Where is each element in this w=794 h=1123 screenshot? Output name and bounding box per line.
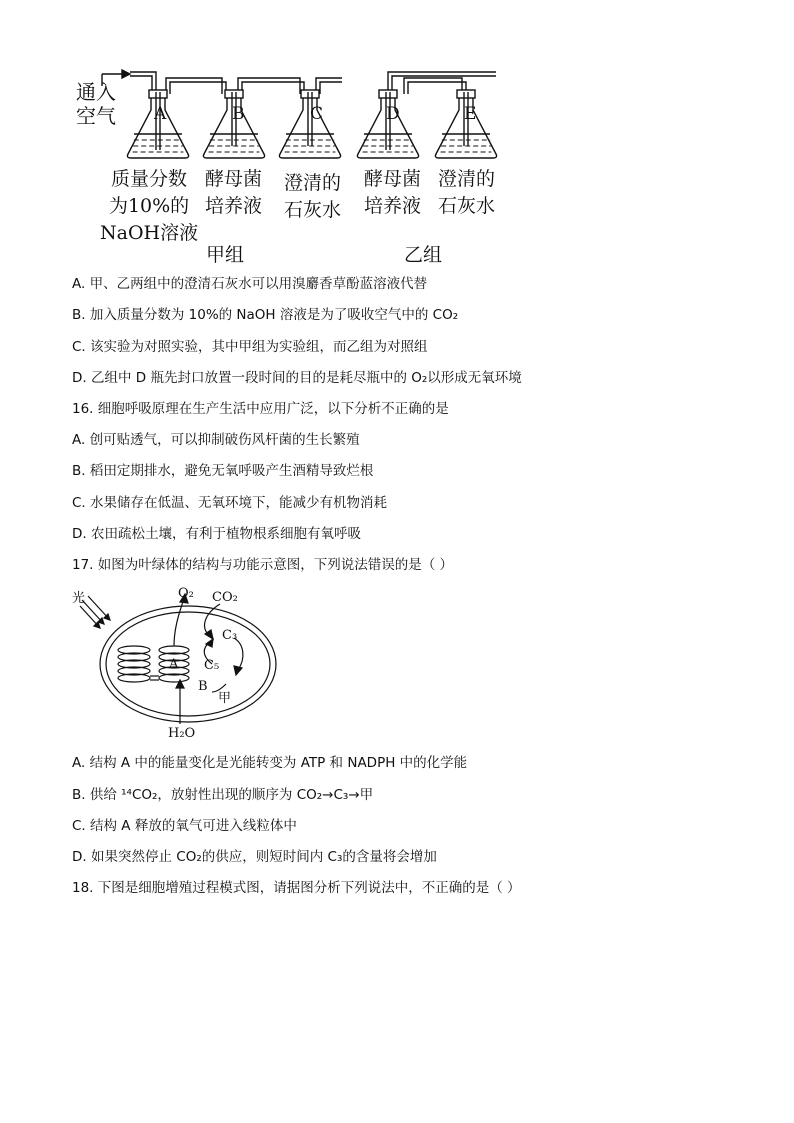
flask-d-letter: D <box>386 104 400 124</box>
chloroplast-diagram <box>70 584 290 744</box>
h2o-label: H₂O <box>168 726 196 741</box>
flask-b <box>203 90 264 158</box>
q17-option-c: C. 结构 A 释放的氧气可进入线粒体中 <box>72 818 297 834</box>
grana-stack-left <box>118 646 150 682</box>
flask-e-letter: E <box>464 104 477 124</box>
c3-label: C₃ <box>222 628 238 643</box>
flask-a-label: 质量分数 为10%的 NaOH溶液 <box>100 168 199 244</box>
q17-option-d: D. 如果突然停止 CO₂的供应，则短时间内 C₃的含量将会增加 <box>72 849 437 865</box>
flask-c-letter: C <box>310 104 324 124</box>
c5-label: C₅ <box>204 658 220 673</box>
structure-a-label: A <box>169 657 179 672</box>
flask-c-label: 澄清的 石灰水 <box>284 172 342 221</box>
flask-b-label: 酵母菌 培养液 <box>205 168 263 217</box>
flask-e-label: 澄清的 石灰水 <box>438 168 496 217</box>
group-yi-label: 乙组 <box>404 244 443 266</box>
flask-d-label: 酵母菌 培养液 <box>364 168 422 217</box>
q16-option-a: A. 创可贴透气，可以抑制破伤风杆菌的生长繁殖 <box>72 432 360 448</box>
flask-a-letter: A <box>154 104 167 124</box>
flask-e <box>435 90 496 158</box>
q15-option-c: C. 该实验为对照实验，其中甲组为实验组，而乙组为对照组 <box>72 339 428 355</box>
light-label: 光 <box>72 591 86 606</box>
flask-b-letter: B <box>232 104 245 124</box>
q18-stem: 18. 下图是细胞增殖过程模式图，请据图分析下列说法中，不正确的是（ ） <box>72 880 521 896</box>
q16-stem: 16. 细胞呼吸原理在生产生活中应用广泛，以下分析不正确的是 <box>72 401 449 417</box>
inlet-label: 通入 空气 <box>76 80 116 128</box>
flask-c <box>279 90 340 158</box>
q16-option-b: B. 稻田定期排水，避免无氧呼吸产生酒精导致烂根 <box>72 463 374 479</box>
co2-label: CO₂ <box>212 590 238 605</box>
group-jia-label: 甲组 <box>206 244 245 266</box>
q15-option-b: B. 加入质量分数为 10%的 NaOH 溶液是为了吸收空气中的 CO₂ <box>72 307 459 323</box>
chloroplast-inner-membrane <box>106 612 270 716</box>
chloroplast-drawing <box>70 584 290 744</box>
q17-option-b: B. 供给 ¹⁴CO₂，放射性出现的顺序为 CO₂→C₃→甲 <box>72 787 374 803</box>
flask-a <box>127 90 188 158</box>
q15-option-d: D. 乙组中 D 瓶先封口放置一段时间的目的是耗尽瓶中的 O₂以形成无氧环境 <box>72 370 522 386</box>
flask-d <box>357 90 418 158</box>
q16-option-c: C. 水果储存在低温、无氧环境下，能减少有机物消耗 <box>72 495 388 511</box>
jia-label: 甲 <box>218 691 232 706</box>
q16-option-d: D. 农田疏松土壤，有利于植物根系细胞有氧呼吸 <box>72 526 361 542</box>
chloroplast-outer-membrane <box>100 606 276 722</box>
o2-label: O₂ <box>178 586 194 601</box>
q17-option-a: A. 结构 A 中的能量变化是光能转变为 ATP 和 NADPH 中的化学能 <box>72 755 468 771</box>
q17-stem: 17. 如图为叶绿体的结构与功能示意图，下列说法错误的是（ ） <box>72 557 454 573</box>
q15-option-a: A. 甲、乙两组中的澄清石灰水可以用溴麝香草酚蓝溶液代替 <box>72 276 428 292</box>
structure-b-label: B <box>198 679 208 694</box>
